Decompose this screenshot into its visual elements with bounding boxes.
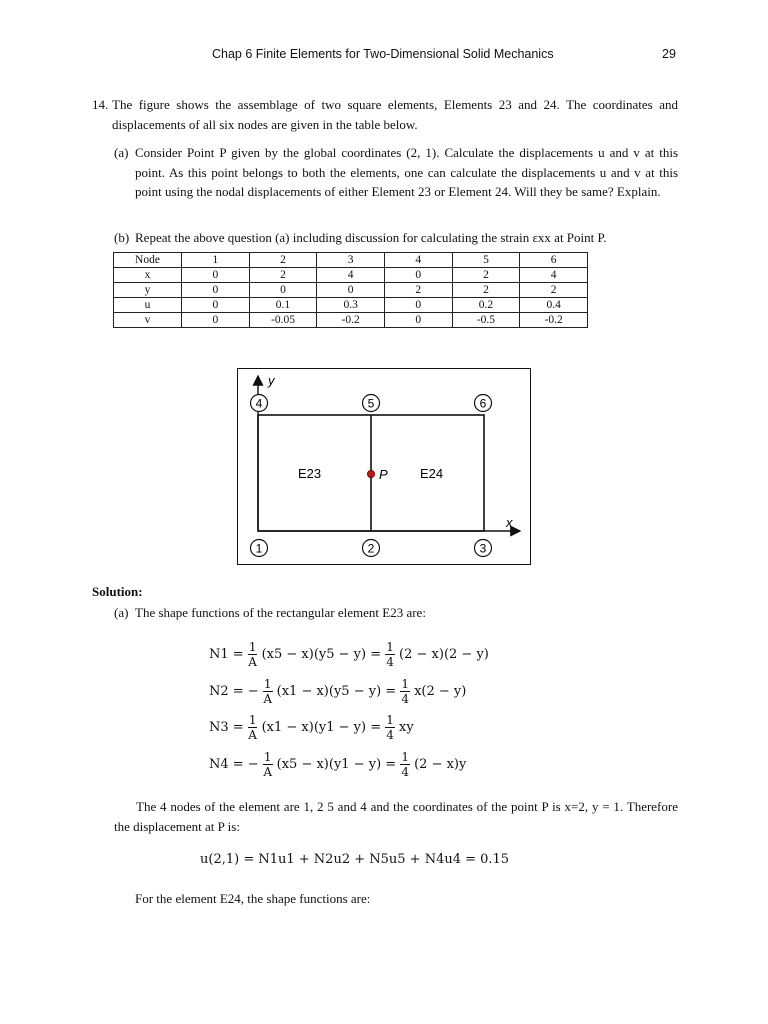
equation-body: (x5 − x)(y5 − y) = [261, 647, 382, 662]
part-a-text: Consider Point P given by the global coordinates (2, 1). Calculate the displacements u and v at this point. As this point belongs to both the elements, one can calculate the displacements u and v at this point using the nodal displacements of either Element 23 or Element 24. Will they be same? Explain. [135, 145, 678, 199]
solution-part-a-label: (a) [114, 605, 129, 620]
table-cell: 0 [317, 283, 385, 298]
table-cell: 4 [384, 253, 452, 268]
solution-part-a [114, 603, 678, 623]
table-row [114, 298, 588, 313]
element-e24-label: E24 [420, 466, 444, 481]
fraction-denominator: 4 [401, 692, 409, 706]
fraction-numerator: 1 [386, 713, 394, 727]
x-axis-label: x [506, 515, 513, 530]
table-row [114, 283, 588, 298]
shape-function-n4 [209, 750, 466, 779]
node-5-marker [363, 395, 380, 412]
table-row [114, 268, 588, 283]
fraction [248, 713, 258, 742]
table-cell: 5 [452, 253, 520, 268]
table-cell: 3 [317, 253, 385, 268]
table-cell: 0.4 [520, 298, 588, 313]
fraction-denominator: A [248, 655, 257, 669]
table-cell: Node [114, 253, 182, 268]
problem-part-a [114, 143, 678, 202]
fraction-numerator: 1 [401, 750, 409, 764]
table-cell: 6 [520, 253, 588, 268]
node-label: 4 [255, 396, 263, 411]
table-row [114, 253, 588, 268]
table-cell: 2 [384, 283, 452, 298]
table-cell: 2 [520, 283, 588, 298]
shape-function-n3 [209, 713, 414, 742]
table-cell: -0.2 [520, 313, 588, 328]
table-cell: 2 [452, 268, 520, 283]
point-p-marker [367, 470, 374, 477]
equation-lhs: N2 = [209, 684, 244, 699]
equation-body: (x5 − x)(y1 − y) = [276, 757, 397, 772]
problem-part-b [114, 228, 678, 248]
table-cell: v [114, 313, 182, 328]
page-number: 29 [662, 47, 676, 61]
fraction-numerator: 1 [248, 713, 257, 727]
table-cell: 0 [249, 283, 317, 298]
fraction-denominator: A [248, 728, 257, 742]
table-cell: 4 [317, 268, 385, 283]
table-row [114, 313, 588, 328]
nodes-paragraph: The 4 nodes of the element are 1, 2 5 and 4 and the coordinates of the point P is x=2, y = 1. Therefore the displacement at P is: [114, 799, 678, 834]
table-cell: 4 [520, 268, 588, 283]
fraction-denominator: 4 [401, 765, 409, 779]
fraction [385, 640, 395, 669]
equation-sign: − [247, 757, 259, 772]
solution-heading: Solution: [92, 584, 143, 599]
part-b-text: Repeat the above question (a) including discussion for calculating the strain εxx at Point P. [135, 230, 607, 245]
node-2-marker [363, 540, 380, 557]
fraction-numerator: 1 [248, 640, 257, 654]
node-4-marker [251, 395, 268, 412]
fraction-numerator: 1 [386, 640, 394, 654]
equation-result: (2 − x)(2 − y) [399, 647, 489, 662]
shape-function-n1 [209, 640, 489, 669]
problem-intro-text: The figure shows the assemblage of two square elements, Elements 23 and 24. The coordinates and displacements of all six nodes are given in the table below. [112, 97, 678, 132]
table-cell: -0.5 [452, 313, 520, 328]
table-cell: x [114, 268, 182, 283]
fraction-denominator: A [263, 692, 273, 706]
node-label: 1 [255, 541, 263, 556]
table-cell: 0 [182, 313, 250, 328]
table-cell: 0.2 [452, 298, 520, 313]
table-cell: y [114, 283, 182, 298]
table-cell: 2 [452, 283, 520, 298]
node-1-marker [251, 540, 268, 557]
equation-result: (2 − x)y [414, 757, 467, 772]
table-cell: 0.1 [249, 298, 317, 313]
fraction [248, 640, 258, 669]
table-cell: -0.2 [317, 313, 385, 328]
e24-paragraph: For the element E24, the shape functions are: [135, 891, 371, 906]
point-p-label: P [379, 467, 388, 482]
equation-body: (x1 − x)(y1 − y) = [261, 720, 382, 735]
element-e23-label: E23 [298, 466, 322, 481]
mesh-diagram [238, 369, 532, 566]
problem-intro [92, 95, 678, 134]
table-cell: 0 [384, 313, 452, 328]
equation-result: x(2 − y) [414, 684, 467, 699]
node-3-marker [475, 540, 492, 557]
equation-lhs: N3 = [209, 720, 244, 735]
table-cell: u [114, 298, 182, 313]
node-label: 5 [367, 396, 375, 411]
equation-result: xy [399, 720, 414, 735]
fraction [263, 677, 273, 706]
node-6-marker [475, 395, 492, 412]
node-label: 3 [479, 541, 487, 556]
page-header [0, 47, 768, 67]
chapter-title: Chap 6 Finite Elements for Two-Dimensional Solid Mechanics [212, 47, 554, 61]
equation-lhs: N1 = [209, 647, 244, 662]
fraction [263, 750, 273, 779]
table-cell: 0 [182, 268, 250, 283]
table-cell: 2 [249, 253, 317, 268]
equation-lhs: N4 = [209, 757, 244, 772]
problem-number: 14. [92, 97, 109, 112]
y-axis-label: y [268, 373, 275, 388]
table-cell: 0 [384, 268, 452, 283]
table-cell: -0.05 [249, 313, 317, 328]
table-cell: 0 [182, 283, 250, 298]
part-a-label: (a) [114, 145, 129, 160]
table-cell: 1 [182, 253, 250, 268]
solution-part-a-text: The shape functions of the rectangular element E23 are: [135, 605, 426, 620]
equation-body: (x1 − x)(y5 − y) = [276, 684, 397, 699]
fraction [400, 677, 410, 706]
node-table [113, 252, 588, 328]
table-cell: 0.3 [317, 298, 385, 313]
node-label: 2 [367, 541, 375, 556]
fraction-numerator: 1 [401, 677, 409, 691]
fraction [385, 713, 395, 742]
shape-function-n2 [209, 677, 466, 706]
equation-sign: − [247, 684, 259, 699]
fraction-denominator: 4 [386, 655, 394, 669]
table-cell: 2 [249, 268, 317, 283]
fraction-numerator: 1 [263, 677, 272, 691]
fraction-numerator: 1 [263, 750, 272, 764]
part-b-label: (b) [114, 230, 130, 245]
table-cell: 0 [384, 298, 452, 313]
table-cell: 0 [182, 298, 250, 313]
fraction-denominator: A [263, 765, 273, 779]
fraction-denominator: 4 [386, 728, 394, 742]
node-label: 6 [479, 396, 487, 411]
fraction [400, 750, 410, 779]
mesh-figure [237, 368, 531, 565]
displacement-equation: u(2,1) = N1u1 + N2u2 + N5u5 + N4u4 = 0.15 [200, 852, 510, 867]
